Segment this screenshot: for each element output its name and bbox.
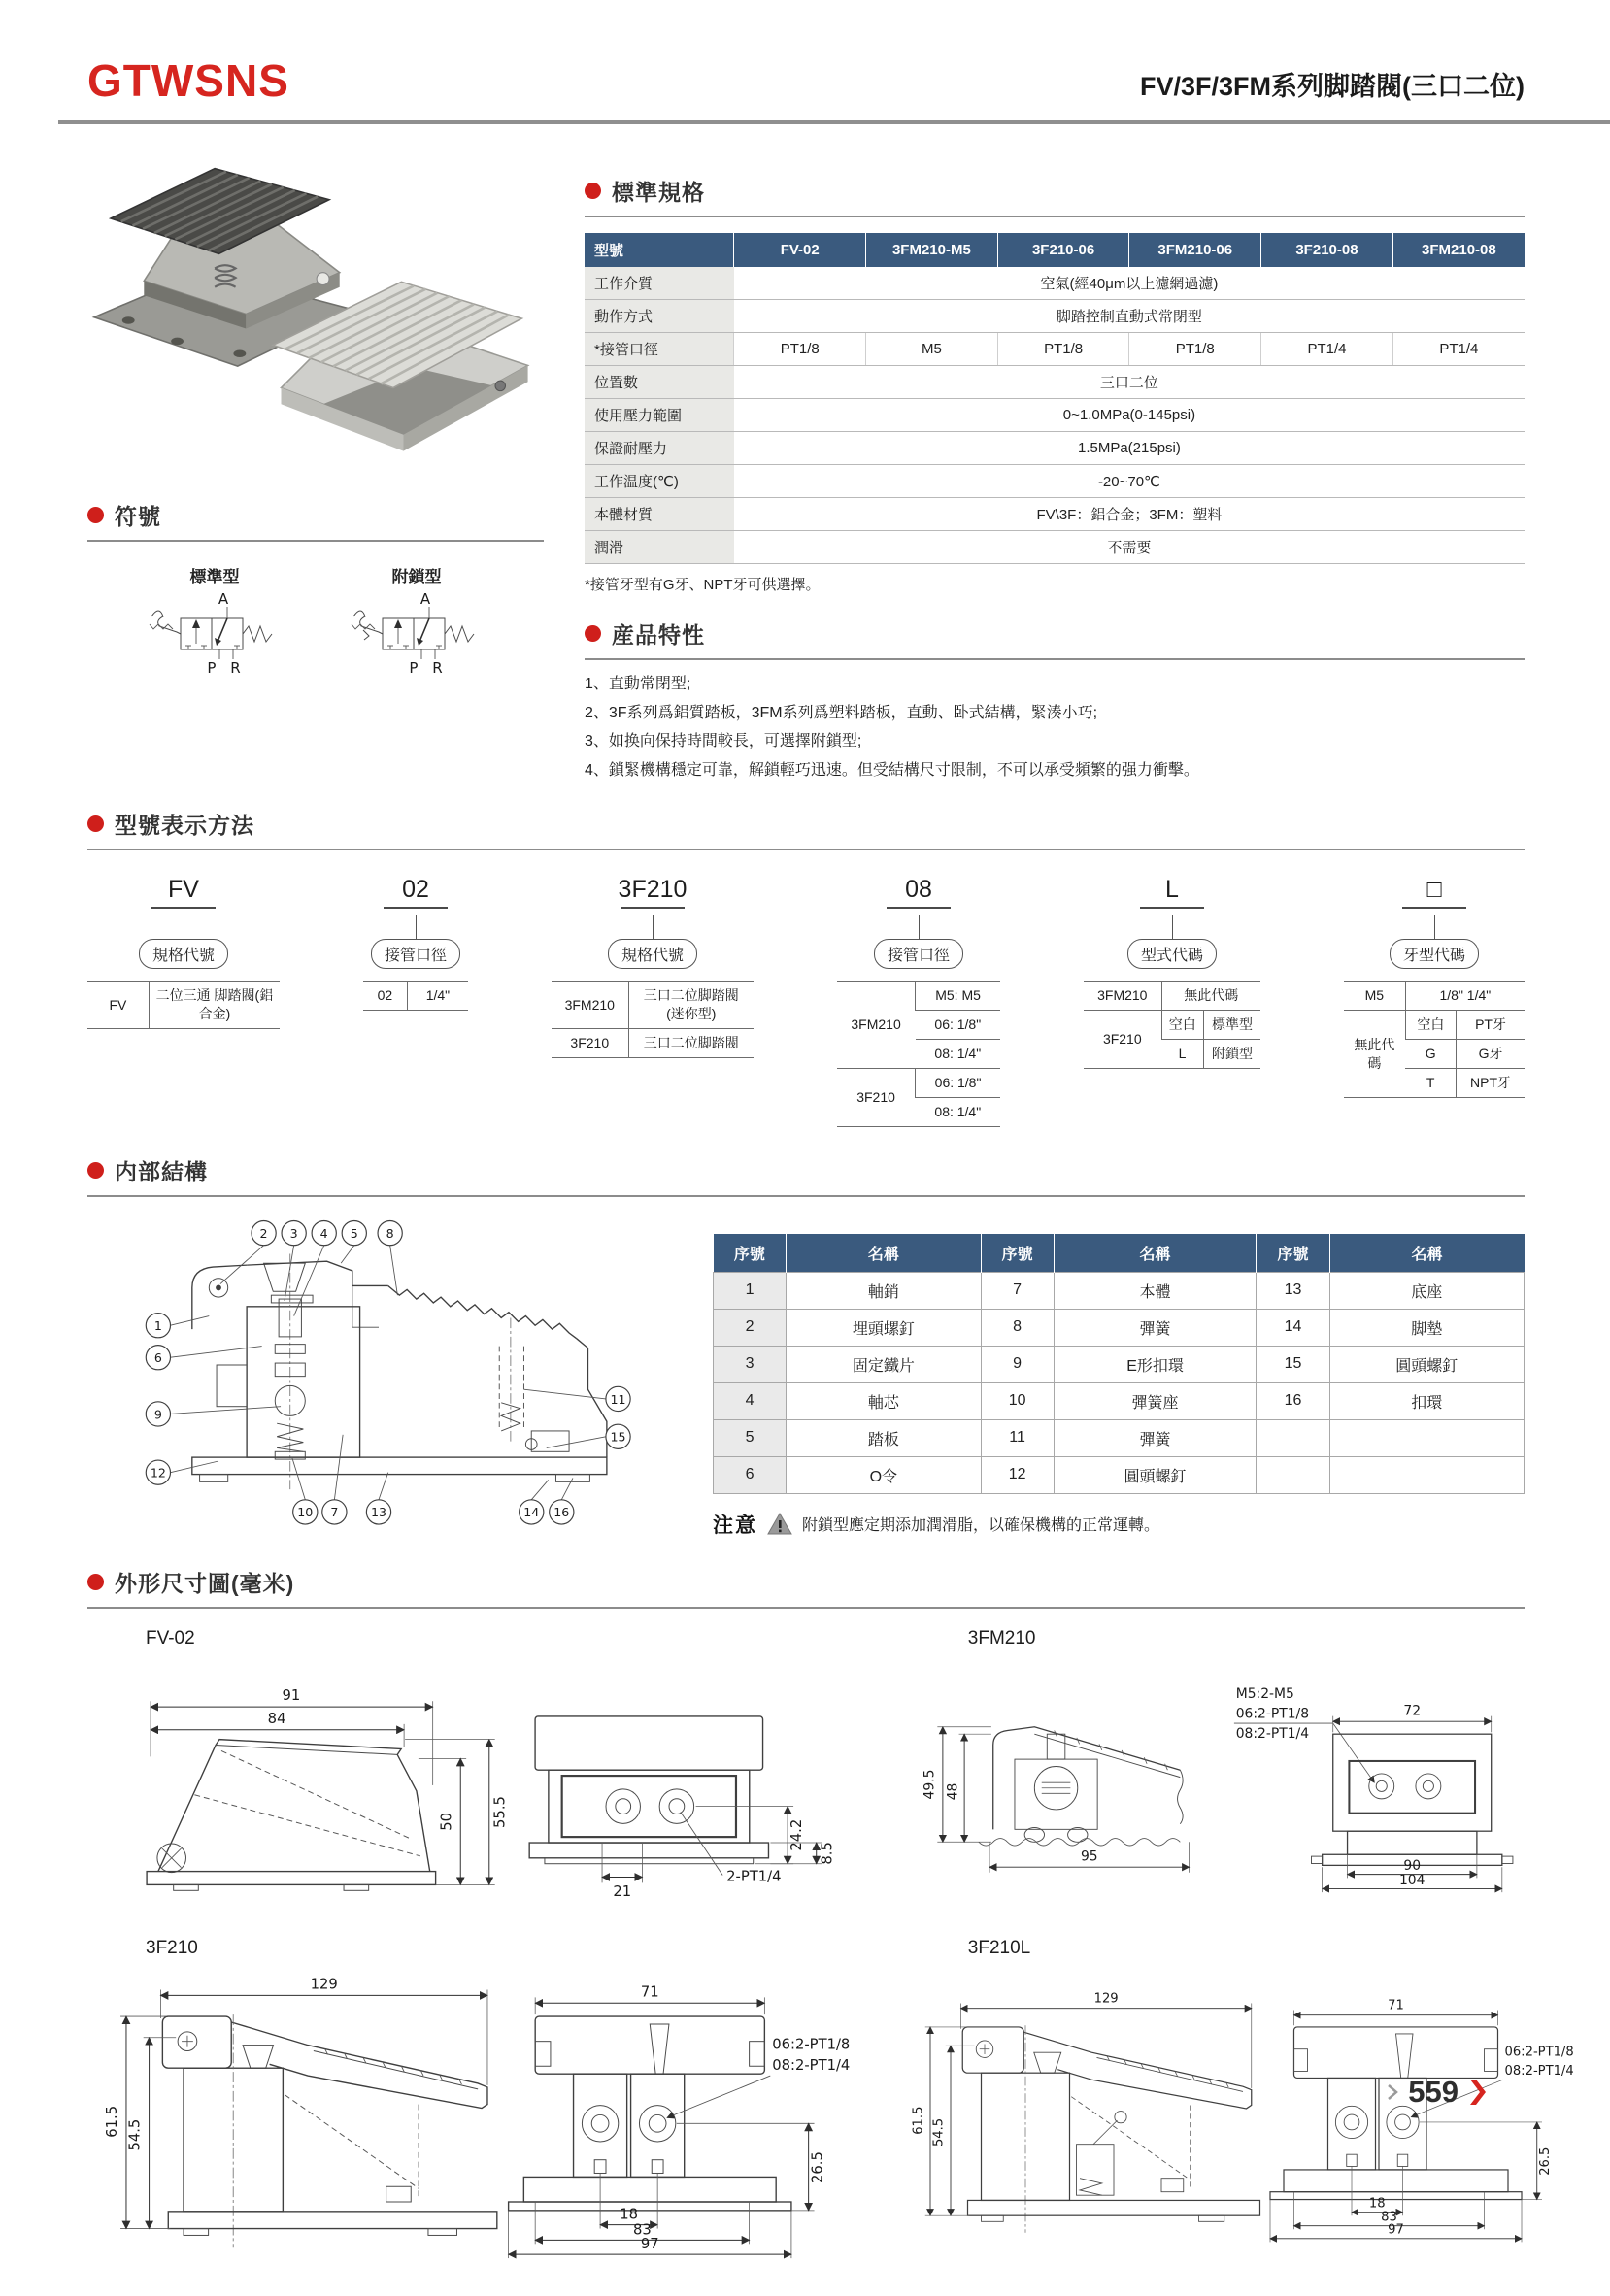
desc-cell: 附鎖型 [1204, 1040, 1260, 1069]
desc-cell: 08: 1/4" [916, 1040, 1000, 1069]
table-row [714, 1272, 1525, 1309]
svg-text:08:2-PT1/4: 08:2-PT1/4 [1235, 1725, 1309, 1742]
code-cell: 3F210 [837, 1069, 916, 1127]
section-features [585, 617, 1525, 660]
svg-text:9: 9 [153, 1407, 162, 1422]
chevron-right-small-icon [1387, 2083, 1398, 2101]
spec-row-value: 1.5MPa(215psi) [734, 432, 1525, 465]
desc-cell: 06: 1/8" [916, 1011, 1000, 1040]
callout-2 [252, 1220, 276, 1245]
code-cell: 3F210 [552, 1029, 628, 1058]
section-title: 内部結構 [115, 1158, 208, 1184]
double-underline [1140, 907, 1204, 915]
drawing-label: 3F210L [967, 1937, 1031, 1958]
code-cell: FV [87, 982, 149, 1029]
valve-symbol-standard-icon [142, 589, 287, 686]
svg-text:5: 5 [350, 1225, 358, 1241]
section-internal [0, 1154, 1610, 1539]
svg-text:11: 11 [610, 1391, 626, 1407]
model-tag: 接管口徑 [371, 939, 460, 969]
part-no: 5 [714, 1419, 787, 1456]
callout-8 [378, 1220, 402, 1245]
spec-col-header: 3FM210-06 [1129, 233, 1261, 267]
spec-row-value: 脚踏控制直動式常閉型 [734, 300, 1525, 333]
svg-text:3: 3 [289, 1225, 298, 1241]
spec-col-header: 型號 [585, 233, 734, 267]
part-no: 2 [714, 1309, 787, 1346]
symbol-label: 附鎖型 [391, 568, 442, 586]
drawing-label: 3F210 [146, 1937, 198, 1958]
brand-logo: GTWSNS [87, 55, 289, 106]
model-code-segment: L [1165, 876, 1179, 904]
parts-col-header: 序號 [1257, 1234, 1329, 1273]
callout-5 [342, 1220, 366, 1245]
feature-item: 1、直動常閉型; [585, 676, 691, 692]
spec-cell: M5 [866, 333, 998, 366]
part-name: 扣環 [1329, 1382, 1524, 1419]
part-no: 11 [981, 1419, 1054, 1456]
valve-symbols [87, 563, 544, 691]
connector-line [1172, 915, 1173, 939]
svg-text:10: 10 [297, 1505, 314, 1520]
code-cell: 3FM210 [1084, 982, 1161, 1011]
part-no [1257, 1419, 1329, 1456]
symbol-standard [142, 563, 287, 691]
table-row [585, 333, 1525, 366]
svg-text:95: 95 [1080, 1848, 1098, 1865]
spec-row-label: 動作方式 [585, 300, 734, 333]
valve-symbol-locking-icon [344, 589, 489, 686]
table-row [714, 1382, 1525, 1419]
part-no: 14 [1257, 1309, 1329, 1346]
table-row [585, 498, 1525, 531]
spec-cell: PT1/8 [997, 333, 1129, 366]
internal-cutaway-drawing [87, 1205, 670, 1525]
section-title: 産品特性 [612, 622, 705, 648]
double-underline [621, 907, 685, 915]
fv02-dimension-drawing [87, 1651, 864, 1910]
part-no [1257, 1456, 1329, 1493]
spec-row-label: 使用壓力範圍 [585, 399, 734, 432]
desc-cell: 1/8" 1/4" [1405, 982, 1525, 1011]
model-subtable [87, 981, 280, 1029]
code-cell: 空白 [1405, 1011, 1456, 1040]
spec-row-label: 工作温度(℃) [585, 465, 734, 498]
svg-text:97: 97 [1387, 2222, 1404, 2238]
parts-col-header: 序號 [714, 1234, 787, 1273]
spec-col-header: 3FM210-M5 [866, 233, 998, 267]
svg-text:13: 13 [370, 1505, 387, 1520]
desc-cell: 標準型 [1204, 1011, 1260, 1040]
model-code-segment: 08 [905, 876, 932, 904]
svg-text:129: 129 [310, 1976, 338, 1993]
spec-cell: PT1/4 [1392, 333, 1525, 366]
model-group-thread [1344, 876, 1525, 1098]
part-name: 本體 [1054, 1272, 1257, 1309]
section-bullet-icon [87, 1574, 104, 1590]
desc-cell: 06: 1/8" [916, 1069, 1000, 1098]
feature-item: 2、3F系列爲鋁質踏板，3FM系列爲塑料踏板，直動、卧式結構，緊湊小巧; [585, 704, 1098, 721]
svg-text:A: A [419, 590, 431, 608]
section-model-code [0, 808, 1610, 1126]
svg-text:71: 71 [640, 1983, 659, 2001]
code-cell: 3FM210 [552, 982, 628, 1029]
callout-13 [366, 1500, 390, 1524]
svg-text:26.5: 26.5 [1537, 2146, 1553, 2176]
model-group-02 [363, 876, 468, 1011]
desc-cell: M5: M5 [916, 982, 1000, 1011]
double-underline [1402, 907, 1466, 915]
part-name: 軸銷 [787, 1272, 981, 1309]
symbol-label: 標準型 [189, 568, 240, 586]
svg-text:A: A [218, 590, 229, 608]
callout-15 [606, 1424, 630, 1448]
svg-text:08:2-PT1/4: 08:2-PT1/4 [772, 2057, 851, 2075]
feature-item: 4、鎖緊機構穩定可靠，解鎖輕巧迅速。但受結構尺寸限制，不可以承受頻繁的强力衝擊。 [585, 761, 1199, 779]
section-title: 符號 [115, 504, 161, 529]
model-subtable [1344, 981, 1525, 1098]
code-cell: 02 [363, 982, 407, 1011]
dim-block-3f210 [87, 1922, 892, 2267]
code-cell: 3FM210 [837, 982, 916, 1069]
code-cell: 空白 [1161, 1011, 1203, 1040]
code-cell: L [1161, 1040, 1203, 1069]
part-name [1329, 1419, 1524, 1456]
part-name: 脚墊 [1329, 1309, 1524, 1346]
drawing-label: FV-02 [146, 1627, 195, 1648]
svg-text:61.5: 61.5 [104, 2105, 121, 2138]
svg-text:83: 83 [633, 2221, 652, 2239]
svg-text:83: 83 [1380, 2210, 1397, 2225]
part-no: 9 [981, 1346, 1054, 1382]
model-tag: 接管口徑 [874, 939, 963, 969]
table-row [585, 531, 1525, 564]
part-no: 16 [1257, 1382, 1329, 1419]
svg-text:8.5: 8.5 [819, 1841, 836, 1865]
parts-col-header: 名稱 [1054, 1234, 1257, 1273]
svg-text:97: 97 [640, 2236, 659, 2253]
spec-col-header: 3F210-06 [997, 233, 1129, 267]
svg-text:55.5: 55.5 [491, 1795, 509, 1828]
table-row [585, 399, 1525, 432]
fm210-dimension-drawing [910, 1651, 1531, 1894]
feature-item: 3、如换向保持時間較長，可選擇附鎖型; [585, 733, 862, 750]
desc-cell: 08: 1/4" [916, 1097, 1000, 1126]
part-no: 13 [1257, 1272, 1329, 1309]
svg-text:16: 16 [553, 1505, 570, 1520]
product-photos [87, 150, 544, 499]
svg-text:2-PT1/4: 2-PT1/4 [726, 1868, 782, 1885]
callout-1 [146, 1313, 170, 1337]
spec-row-value: 不需要 [734, 531, 1525, 564]
part-no: 6 [714, 1456, 787, 1493]
spec-row-label: 工作介質 [585, 267, 734, 300]
svg-text:71: 71 [1387, 1998, 1404, 2013]
svg-text:90: 90 [1403, 1857, 1421, 1874]
desc-cell: 三口二位脚踏閥 [628, 1029, 754, 1058]
spec-cell: PT1/8 [1129, 333, 1261, 366]
desc-cell: PT牙 [1457, 1011, 1525, 1040]
part-no: 7 [981, 1272, 1054, 1309]
part-no: 10 [981, 1382, 1054, 1419]
spec-col-header: 3F210-08 [1261, 233, 1393, 267]
svg-text:72: 72 [1403, 1703, 1421, 1719]
feature-list [585, 670, 1525, 784]
page-number [1387, 2075, 1486, 2110]
spec-row-value: 0~1.0MPa(0-145psi) [734, 399, 1525, 432]
spec-row-label: *接管口徑 [585, 333, 734, 366]
svg-text:49.5: 49.5 [922, 1769, 938, 1800]
spec-row-label: 保證耐壓力 [585, 432, 734, 465]
model-tag: 牙型代碼 [1390, 939, 1479, 969]
spec-row-label: 位置數 [585, 366, 734, 399]
part-no: 1 [714, 1272, 787, 1309]
table-row [585, 267, 1525, 300]
chevron-right-red-icon [1468, 2080, 1486, 2105]
svg-text:08:2-PT1/4: 08:2-PT1/4 [1504, 2063, 1574, 2079]
svg-text:26.5: 26.5 [809, 2150, 826, 2183]
spec-table [585, 233, 1525, 564]
svg-text:06:2-PT1/8: 06:2-PT1/8 [1504, 2045, 1574, 2060]
part-name: 踏板 [787, 1419, 981, 1456]
table-row [714, 1419, 1525, 1456]
spec-row-value: 三口二位 [734, 366, 1525, 399]
spec-col-header: FV-02 [734, 233, 866, 267]
part-name: 圓頭螺釘 [1329, 1346, 1524, 1382]
section-symbols [87, 499, 544, 542]
desc-cell: 二位三通 脚踏閥(鋁合金) [149, 982, 280, 1029]
desc-cell: 三口二位脚踏閥 (迷你型) [628, 982, 754, 1029]
svg-text:91: 91 [282, 1687, 301, 1705]
svg-text:104: 104 [1398, 1872, 1426, 1888]
section-specs [585, 175, 1525, 217]
model-group-fv [87, 876, 280, 1029]
model-tag: 型式代碼 [1127, 939, 1217, 969]
svg-text:18: 18 [620, 2206, 639, 2223]
model-code-segment: 3F210 [618, 876, 688, 904]
part-name: 彈簧 [1054, 1309, 1257, 1346]
part-name: E形扣環 [1054, 1346, 1257, 1382]
svg-text:84: 84 [267, 1710, 286, 1727]
model-code-segment: FV [168, 876, 199, 904]
part-name: 軸芯 [787, 1382, 981, 1419]
section-bullet-icon [585, 183, 601, 199]
part-name: 底座 [1329, 1272, 1524, 1309]
desc-cell: 無此代碼 [1161, 982, 1260, 1011]
svg-text:61.5: 61.5 [911, 2106, 926, 2135]
svg-text:18: 18 [1368, 2196, 1386, 2212]
model-tag: 規格代號 [139, 939, 228, 969]
section-title: 型號表示方法 [115, 813, 254, 839]
table-row [585, 366, 1525, 399]
table-row [714, 1456, 1525, 1493]
connector-line [416, 915, 417, 939]
svg-text:14: 14 [523, 1505, 540, 1520]
parts-table [713, 1234, 1525, 1494]
right-column [585, 150, 1525, 784]
callout-16 [550, 1500, 574, 1524]
code-cell: T [1405, 1069, 1456, 1098]
table-row [585, 465, 1525, 498]
parts-col-header: 名稱 [787, 1234, 981, 1273]
callout-6 [146, 1345, 170, 1369]
model-group-l [1084, 876, 1260, 1069]
part-name: 彈簧座 [1054, 1382, 1257, 1419]
section-dimensions [0, 1566, 1610, 2296]
table-row [585, 300, 1525, 333]
dim-block-fv02 [87, 1613, 892, 1914]
part-no: 15 [1257, 1346, 1329, 1382]
svg-text:21: 21 [613, 1883, 632, 1901]
callout-11 [606, 1386, 630, 1411]
code-cell: 3F210 [1084, 1011, 1161, 1069]
part-name [1329, 1456, 1524, 1493]
model-group-08 [837, 876, 1000, 1126]
model-group-3f210 [552, 876, 754, 1058]
svg-text:24.2: 24.2 [788, 1818, 805, 1851]
code-cell: M5 [1344, 982, 1405, 1011]
parts-header-row [714, 1234, 1525, 1273]
f210l-dimension-drawing [910, 1961, 1590, 2262]
svg-text:129: 129 [1093, 1991, 1119, 2007]
connector-line [1434, 915, 1435, 939]
part-no: 3 [714, 1346, 787, 1382]
spec-row-label: 本體材質 [585, 498, 734, 531]
part-no: 8 [981, 1309, 1054, 1346]
connector-line [919, 915, 920, 939]
double-underline [151, 907, 216, 915]
part-name: 彈簧 [1054, 1419, 1257, 1456]
product-photo-silver-pedal [251, 235, 556, 500]
double-underline [887, 907, 951, 915]
spec-row-value: -20~70℃ [734, 465, 1525, 498]
model-code-diagram [87, 876, 1525, 1126]
part-name: 圓頭螺釘 [1054, 1456, 1257, 1493]
parts-col-header: 名稱 [1329, 1234, 1524, 1273]
code-cell: G [1405, 1040, 1456, 1069]
part-no: 12 [981, 1456, 1054, 1493]
spec-cell: PT1/4 [1261, 333, 1393, 366]
model-subtable [552, 981, 754, 1058]
section-bullet-icon [585, 625, 601, 642]
section-bullet-icon [87, 1162, 104, 1179]
caution-note [713, 1510, 1525, 1539]
model-code-segment: □ [1426, 876, 1442, 904]
page-number-value: 559 [1408, 2075, 1459, 2109]
spec-cell: PT1/8 [734, 333, 866, 366]
desc-cell: NPT牙 [1457, 1069, 1525, 1098]
svg-text:12: 12 [150, 1465, 166, 1481]
model-tag: 規格代號 [608, 939, 697, 969]
svg-text:54.5: 54.5 [931, 2117, 947, 2146]
desc-cell: G牙 [1457, 1040, 1525, 1069]
svg-text:54.5: 54.5 [126, 2118, 144, 2151]
svg-text:8: 8 [386, 1225, 394, 1241]
callout-7 [322, 1500, 347, 1524]
parts-list [713, 1205, 1525, 1539]
svg-text:50: 50 [438, 1812, 455, 1831]
callout-3 [282, 1220, 306, 1245]
section-title: 外形尺寸圖(毫米) [115, 1570, 295, 1596]
page-header [0, 0, 1610, 120]
dim-block-3fm210 [910, 1613, 1542, 1914]
spec-header-row [585, 233, 1525, 267]
f210-dimension-drawing [87, 1961, 884, 2262]
connector-line [653, 915, 654, 939]
table-row [585, 432, 1525, 465]
drawing-label: 3FM210 [967, 1627, 1036, 1648]
callout-12 [146, 1460, 170, 1484]
table-row [714, 1309, 1525, 1346]
svg-text:06:2-PT1/8: 06:2-PT1/8 [1235, 1706, 1309, 1722]
parts-col-header: 序號 [981, 1234, 1054, 1273]
symbol-locking [344, 563, 489, 691]
callout-9 [146, 1402, 170, 1426]
callout-14 [520, 1500, 544, 1524]
part-name: O令 [787, 1456, 981, 1493]
svg-text:P R: P R [207, 659, 246, 677]
model-subtable [837, 981, 1000, 1126]
model-code-segment: 02 [402, 876, 429, 904]
svg-text:M5:2-M5: M5:2-M5 [1235, 1685, 1294, 1702]
svg-text:6: 6 [153, 1349, 162, 1365]
section-bullet-icon [87, 507, 104, 523]
warning-icon [767, 1513, 792, 1535]
caution-text: 附鎖型應定期添加潤滑脂，以確保機構的正常運轉。 [802, 1517, 1160, 1535]
spec-footnote: *接管牙型有G牙、NPT牙可供選擇。 [585, 577, 821, 593]
left-column [87, 150, 544, 784]
svg-text:P R: P R [409, 659, 448, 677]
model-subtable [1084, 981, 1260, 1069]
spec-row-label: 潤滑 [585, 531, 734, 564]
desc-cell: 1/4" [407, 982, 468, 1011]
callout-4 [312, 1220, 336, 1245]
model-subtable [363, 981, 468, 1011]
svg-text:4: 4 [319, 1225, 328, 1241]
table-row [714, 1346, 1525, 1382]
svg-text:2: 2 [259, 1225, 268, 1241]
svg-text:1: 1 [153, 1317, 162, 1333]
page-title: FV/3F/3FM系列脚踏閥(三口二位) [1140, 72, 1525, 101]
part-no: 4 [714, 1382, 787, 1419]
spec-col-header: 3FM210-08 [1392, 233, 1525, 267]
svg-text:48: 48 [945, 1782, 961, 1801]
svg-text:06:2-PT1/8: 06:2-PT1/8 [772, 2036, 851, 2053]
svg-text:15: 15 [610, 1429, 626, 1445]
part-name: 固定鐵片 [787, 1346, 981, 1382]
double-underline [384, 907, 448, 915]
caution-label: 注意 [713, 1514, 757, 1537]
callout-10 [293, 1500, 318, 1524]
part-name: 埋頭螺釘 [787, 1309, 981, 1346]
section-bullet-icon [87, 815, 104, 832]
svg-text:7: 7 [330, 1505, 339, 1520]
spec-row-value: 空氣(經40μm以上濾網過濾) [734, 267, 1525, 300]
spec-row-value: FV\3F：鋁合金；3FM：塑料 [734, 498, 1525, 531]
code-cell: 無此代碼 [1344, 1011, 1405, 1098]
section-title: 標準規格 [612, 180, 705, 205]
